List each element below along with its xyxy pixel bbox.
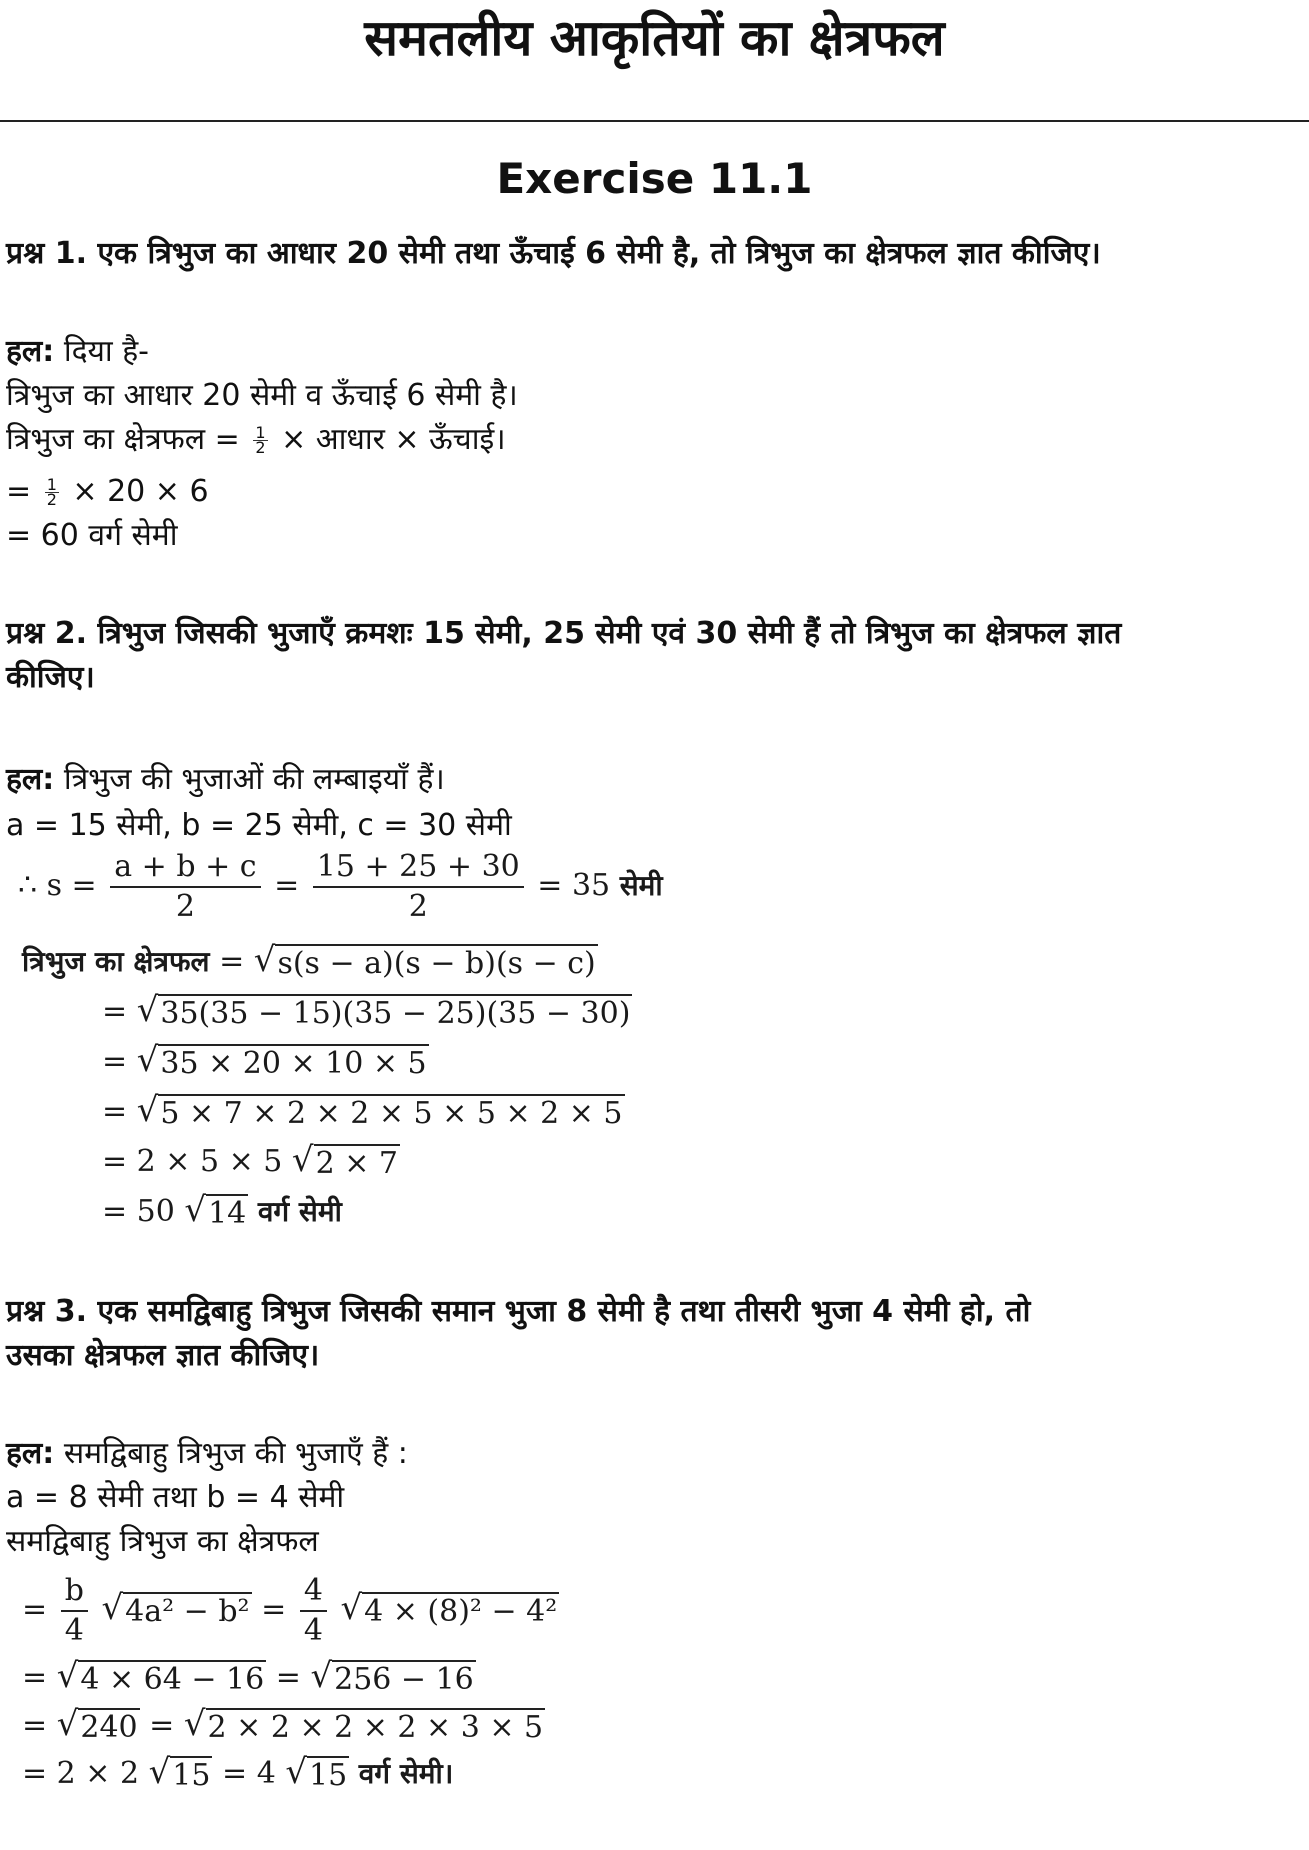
q1-line-1: त्रिभुज का आधार 20 सेमी व ऊँचाई 6 सेमी है।	[6, 378, 518, 413]
q3-sides: a = 8 सेमी तथा b = 4 सेमी	[6, 1480, 345, 1515]
square-root	[137, 1040, 429, 1082]
sqrt-icon: √	[285, 1752, 307, 1792]
square-root	[149, 1752, 213, 1794]
square-root	[57, 1704, 140, 1746]
four-over-4-fraction	[300, 1572, 327, 1650]
equals-sign: =	[22, 1660, 48, 1695]
sqrt-icon: √	[56, 1704, 79, 1744]
radicand: 2 × 7	[315, 1146, 398, 1181]
q3-area-label: समद्विबाहु त्रिभुज का क्षेत्रफल	[6, 1524, 319, 1559]
square-root	[254, 940, 598, 982]
radicand: 5 × 7 × 2 × 2 × 5 × 5 × 2 × 5	[160, 1096, 623, 1131]
radicand: 4 × 64 − 16	[80, 1662, 265, 1697]
square-root	[137, 990, 633, 1032]
q1-result: = 60 वर्ग सेमी	[6, 518, 178, 553]
q1-half-fraction-2	[45, 475, 59, 509]
title-divider	[0, 120, 1309, 122]
fraction-numerator: 1	[46, 475, 57, 494]
b-over-4-fraction	[61, 1572, 88, 1650]
equals-sign: =	[22, 1592, 48, 1627]
sqrt-icon: √	[340, 1588, 363, 1628]
radicand: 35(35 − 15)(35 − 25)(35 − 30)	[160, 996, 631, 1031]
q1-line-3	[6, 470, 209, 514]
step-prefix: = 2 × 5 × 5	[102, 1144, 283, 1179]
question-3	[6, 1290, 1303, 1378]
equals-sign: =	[219, 944, 245, 979]
q3-step-1	[22, 1572, 559, 1650]
unit-label: सेमी	[619, 869, 663, 902]
q3-solution-intro	[6, 1432, 408, 1476]
solution-label: हल:	[6, 1436, 55, 1471]
page-title: समतलीय आकृतियों का क्षेत्रफल	[364, 9, 945, 67]
question-3-line-1: प्रश्न 3. एक समद्विबाहु त्रिभुज जिसकी समान भुजा 8 सेमी है तथा तीसरी भुजा 4 सेमी हो, तो	[6, 1294, 1031, 1329]
q2-semi-perimeter	[18, 848, 663, 926]
question-3-line-2: उसका क्षेत्रफल ज्ञात कीजिए।	[6, 1338, 320, 1373]
square-root	[285, 1752, 349, 1794]
s-fraction-symbolic	[110, 848, 260, 926]
radicand: 4a² − b²	[125, 1594, 250, 1629]
sqrt-icon: √	[136, 990, 159, 1030]
q3-step-3	[22, 1704, 545, 1746]
q1-product: × 20 × 6	[72, 474, 209, 509]
fraction-numerator: 4	[300, 1572, 327, 1612]
sqrt-icon: √	[310, 1656, 333, 1696]
q2-area-label: त्रिभुज का क्षेत्रफल	[22, 945, 210, 978]
q2-intro-text: त्रिभुज की भुजाओं की लम्बाइयाँ हैं।	[63, 762, 445, 797]
radicand: 240	[80, 1710, 138, 1745]
equals-sign: =	[102, 1094, 128, 1129]
q3-intro-text: समद्विबाहु त्रिभुज की भुजाएँ हैं :	[63, 1436, 408, 1471]
q2-sides: a = 15 सेमी, b = 25 सेमी, c = 30 सेमी	[6, 808, 512, 843]
step-prefix: = 2 × 2	[22, 1756, 140, 1791]
fraction-denominator: 2	[175, 889, 195, 924]
square-root	[137, 1090, 625, 1132]
sqrt-icon: √	[184, 1190, 207, 1230]
q1-intro-text: दिया है-	[63, 334, 149, 369]
equals-sign: =	[6, 474, 32, 509]
fraction-denominator: 4	[303, 1613, 323, 1648]
equals-sign: =	[102, 1044, 128, 1079]
q3-step-4	[22, 1752, 453, 1794]
radicand: 2 × 2 × 2 × 2 × 3 × 5	[207, 1710, 544, 1745]
fraction-denominator: 2	[255, 438, 266, 457]
square-root	[57, 1656, 267, 1698]
sqrt-icon: √	[56, 1656, 79, 1696]
square-root	[340, 1588, 559, 1630]
square-root	[184, 1190, 248, 1232]
radicand: 15	[309, 1758, 348, 1793]
q1-line-2	[6, 418, 506, 462]
step-prefix: = 4	[222, 1756, 276, 1791]
q2-step-4	[102, 1140, 400, 1182]
s-fraction-numeric	[313, 848, 524, 926]
question-2-line-1: प्रश्न 2. त्रिभुज जिसकी भुजाएँ क्रमशः 15 सेमी, 25 सेमी एवं 30 सेमी हैं तो त्रिभुज का क्षेत्रफल ज्ञात	[6, 616, 1122, 651]
q3-step-2	[22, 1656, 476, 1698]
sqrt-icon: √	[183, 1704, 206, 1744]
equals-sign: =	[22, 1708, 48, 1743]
sqrt-icon: √	[148, 1752, 171, 1792]
question-2-line-2: कीजिए।	[6, 660, 95, 695]
square-root	[184, 1704, 545, 1746]
radicand: 14	[208, 1196, 247, 1231]
q2-step-5	[102, 1190, 342, 1232]
fraction-denominator: 4	[64, 1613, 84, 1648]
equals-sign: =	[275, 1660, 301, 1695]
fraction-denominator: 2	[46, 490, 57, 509]
q2-heron-formula	[22, 940, 598, 982]
sqrt-icon: √	[291, 1140, 314, 1180]
s-result: = 35	[537, 868, 611, 903]
fraction-numerator: a + b + c	[110, 848, 260, 888]
radicand: 35 × 20 × 10 × 5	[160, 1046, 427, 1081]
q1-solution-intro	[6, 330, 149, 374]
fraction-denominator: 2	[408, 889, 428, 924]
equals-sign: =	[261, 1592, 287, 1627]
question-2	[6, 612, 1303, 700]
equals-sign: =	[274, 868, 300, 903]
fraction-numerator: 15 + 25 + 30	[313, 848, 524, 888]
equals-sign: =	[102, 994, 128, 1029]
unit-label: वर्ग सेमी	[257, 1195, 342, 1228]
radicand: 4 × (8)² − 4²	[364, 1594, 558, 1629]
sqrt-icon: √	[253, 940, 276, 980]
q2-step-1	[102, 990, 632, 1032]
q1-half-fraction	[253, 423, 267, 457]
q1-area-formula-rest: × आधार × ऊँचाई।	[281, 422, 506, 457]
fraction-numerator: b	[61, 1572, 88, 1612]
square-root	[101, 1588, 251, 1630]
q1-area-label: त्रिभुज का क्षेत्रफल =	[6, 422, 240, 457]
equals-sign: =	[149, 1708, 175, 1743]
step-prefix: = 50	[102, 1194, 175, 1229]
sqrt-icon: √	[101, 1588, 124, 1628]
square-root	[292, 1140, 400, 1182]
s-prefix: ∴ s =	[18, 868, 97, 903]
solution-label: हल:	[6, 334, 55, 369]
unit-label: वर्ग सेमी।	[358, 1757, 454, 1790]
sqrt-icon: √	[136, 1090, 159, 1130]
radicand: s(s − a)(s − b)(s − c)	[277, 946, 596, 981]
q2-step-3	[102, 1090, 625, 1132]
question-1: प्रश्न 1. एक त्रिभुज का आधार 20 सेमी तथा ऊँचाई 6 सेमी है, तो त्रिभुज का क्षेत्रफल ज्ञात कीजिए।	[6, 236, 1101, 271]
q2-solution-intro	[6, 758, 445, 802]
square-root	[310, 1656, 475, 1698]
solution-label: हल:	[6, 762, 55, 797]
q2-step-2	[102, 1040, 429, 1082]
exercise-heading: Exercise 11.1	[496, 154, 813, 203]
fraction-numerator: 1	[255, 423, 266, 442]
sqrt-icon: √	[136, 1040, 159, 1080]
radicand: 256 − 16	[334, 1662, 474, 1697]
radicand: 15	[172, 1758, 211, 1793]
